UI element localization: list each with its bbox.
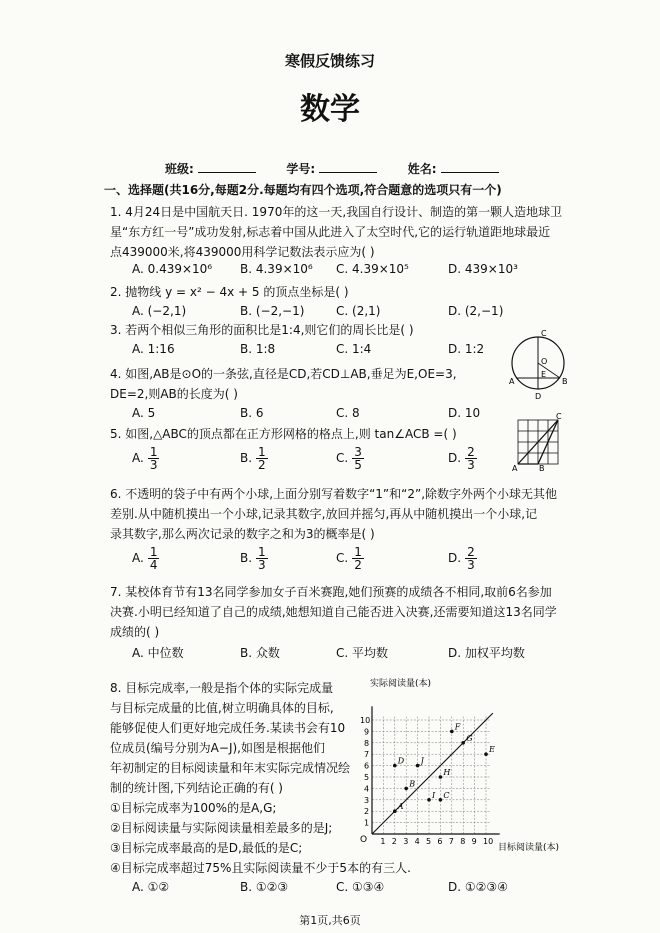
q4-option-d[interactable]: D. 10 [448,406,481,420]
point-f [450,730,454,734]
point-label-b: B [409,779,416,789]
q1-option-a[interactable]: A. 0.439×10⁶ [132,262,213,276]
x-tick-label: 9 [471,837,477,846]
point-label-a: A [397,802,404,812]
q1-line-3: 点439000米,将439000用科学记数法表示应为( ) [110,245,375,259]
q5-option-a[interactable]: A. $\frac{1}{3}$ [132,445,158,472]
q1-line-2: 星“东方红一号”成功发射,标志着中国从此进入了太空时代,它的运行轨道距地球最近 [110,225,551,239]
x-tick-label: 10 [483,837,494,846]
q8-option-c[interactable]: C. ①③④ [336,880,385,894]
chart-origin-label: O [360,835,368,845]
q3-stem: 3. 若两个相似三角形的面积比是1:4,则它们的周长比是( ) [110,323,414,337]
name-label: 姓名: [407,162,437,176]
q2-option-a[interactable]: A. (−2,1) [132,304,187,318]
x-tick-label: 8 [460,837,466,846]
q5-option-d[interactable]: D. $\frac{2}{3}$ [448,445,475,472]
page-title: 数学 [300,92,360,127]
q8-line-6: 制的统计图,下列结论正确的有( ) [110,781,283,795]
q5-option-b[interactable]: B. $\frac{1}{2}$ [240,445,266,472]
point-label-f: F [454,722,461,732]
point-b [404,787,408,791]
q4-line-2: DE=2,则AB的长度为( ) [110,387,238,401]
y-tick-label: 3 [364,795,370,805]
q8-statement-3: ③目标完成率最高的是D,最低的是C; [110,841,303,855]
q4-option-c[interactable]: C. 8 [336,406,360,420]
y-tick-label: 10 [360,716,371,725]
q4-option-b[interactable]: B. 6 [240,406,264,420]
section-heading: 一、选择题(共16分,每题2分.每题均有四个选项,符合题意的选项只有一个) [104,183,502,197]
q8-line-4: 位成员(编号分别为A−J),如图是根据他们 [110,741,325,755]
q7-line-3: 成绩的( ) [110,625,160,639]
q3-option-d[interactable]: D. 1:2 [448,342,485,356]
q1-option-d[interactable]: D. 439×10³ [448,262,518,276]
q4-label-a: A [509,377,515,386]
point-d [393,764,397,768]
q4-label-c: C [541,329,547,338]
q2-option-d[interactable]: D. (2,−1) [448,304,504,318]
point-label-j: J [420,756,424,766]
q8-option-a[interactable]: A. ①② [132,880,170,894]
name-field[interactable] [441,162,499,173]
q5-option-c[interactable]: C. $\frac{3}{5}$ [336,445,362,472]
student-id-label: 学号: [286,162,316,176]
q6-option-b[interactable]: B. $\frac{1}{3}$ [240,545,266,572]
q6-line-1: 6. 不透明的袋子中有两个小球,上面分别写着数字“1”和“2”,除数字外两个小球无其他 [110,487,558,501]
y-tick-label: 2 [364,807,370,817]
point-c [439,798,443,802]
q6-line-3: 录其数字,那么两次记录的数字之和为3的概率是( ) [110,527,375,541]
q8-reading-chart [350,674,580,856]
q4-circle-figure [508,328,572,404]
y-tick-label: 4 [364,784,370,794]
point-a [393,809,397,813]
q8-option-b[interactable]: B. ①②③ [240,880,289,894]
q7-option-d[interactable]: D. 加权平均数 [448,646,525,660]
point-label-e: E [489,745,495,755]
x-tick-label: 1 [380,837,386,846]
q8-option-d[interactable]: D. ①②③④ [448,880,508,894]
q4-label-o: O [541,357,548,366]
q5-label-a: A [512,464,518,472]
q8-line-1: 8. 目标完成率,一般是指个体的实际完成量 [110,681,334,695]
q7-line-1: 7. 某校体育节有13名同学参加女子百米赛跑,她们预赛的成绩各不相同,取前6名参加 [110,585,552,599]
student-id-field[interactable] [319,162,377,173]
q1-line-1: 1. 4月24日是中国航天日. 1970年的这一天,我国自行设计、制造的第一颗人造地球卫 [110,205,563,219]
q6-option-a[interactable]: A. $\frac{1}{4}$ [132,545,158,572]
point-label-g: G [466,733,473,743]
point-e [484,752,488,756]
q8-line-3: 能够促使人们更好地完成任务.某读书会有10 [110,721,346,735]
chart-points [393,722,495,813]
y-tick-label: 6 [364,761,370,771]
chart-x-axis-label: 目标阅读量(本) [498,843,560,853]
q1-option-b[interactable]: B. 4.39×10⁶ [240,262,313,276]
y-tick-label: 9 [364,727,370,737]
q8-statement-1: ①目标完成率为100%的是A,G; [110,801,277,815]
q6-option-c[interactable]: C. $\frac{1}{2}$ [336,545,362,572]
q8-line-5: 年初制定的目标阅读量和年末实际完成情况绘 [110,761,351,775]
x-tick-label: 3 [403,837,409,846]
point-j [416,764,420,768]
x-tick-label: 2 [391,837,397,846]
q2-option-c[interactable]: C. (2,1) [336,304,381,318]
point-label-i: I [432,790,436,800]
q8-statement-4: ④目标完成率超过75%且实际阅读量不少于5本的有三人. [110,861,411,875]
q4-line-1: 4. 如图,AB是⊙O的一条弦,直径是CD,若CD⊥AB,垂足为E,OE=3, [110,367,457,381]
q8-statement-2: ②目标阅读量与实际阅读量相差最多的是J; [110,821,333,835]
q3-option-b[interactable]: B. 1:8 [240,342,276,356]
x-tick-label: 5 [426,837,432,846]
x-tick-label: 4 [414,837,420,846]
q7-option-a[interactable]: A. 中位数 [132,646,184,660]
y-tick-label: 1 [364,818,370,828]
q8-line-2: 与目标完成量的比值,树立明确具体的目标, [110,701,334,715]
q4-label-b: B [562,377,568,386]
q7-line-2: 决赛.小明已经知道了自己的成绩,她想知道自己能否进入决赛,还需要知道这13名同学 [110,605,557,619]
q7-option-b[interactable]: B. 众数 [240,646,280,660]
q1-option-c[interactable]: C. 4.39×10⁵ [336,262,409,276]
q4-label-d: D [535,392,542,401]
q7-option-c[interactable]: C. 平均数 [336,646,389,660]
q6-option-d[interactable]: D. $\frac{2}{3}$ [448,545,475,572]
chart-axes [372,706,500,834]
q6-line-2: 差别.从中随机摸出一个小球,记录其数字,放回并摇匀,再从中随机摸出一个小球,记 [110,507,538,521]
q5-label-b: B [539,464,545,472]
point-label-d: D [397,756,405,766]
class-label: 班级: [165,162,194,176]
q3-option-c[interactable]: C. 1:4 [336,342,372,356]
q4-option-a[interactable]: A. 5 [132,406,156,420]
q3-option-a[interactable]: A. 1:16 [132,342,175,356]
point-label-h: H [443,768,451,777]
class-field[interactable] [198,162,256,173]
point-h [439,775,443,779]
chart-y-axis-label: 实际阅读量(本) [370,679,432,689]
point-label-c: C [443,790,450,800]
page-number: 第1页,共6页 [299,914,361,927]
y-tick-label: 7 [364,750,370,760]
point-i [427,798,431,802]
q4-label-e: E [541,370,547,379]
point-g [461,741,465,745]
y-tick-label: 5 [364,773,370,782]
q2-option-b[interactable]: B. (−2,−1) [240,304,305,318]
exam-subtitle: 寒假反馈练习 [284,52,375,70]
q5-stem: 5. 如图,△ABC的顶点都在正方形网格的格点上,则 tan∠ACB =( ) [110,427,457,441]
x-tick-label: 7 [448,837,454,846]
q2-stem: 2. 抛物线 y = x² − 4x + 5 的顶点坐标是( ) [110,285,349,299]
y-tick-label: 8 [364,738,370,748]
q5-label-c: C [556,412,562,421]
x-tick-label: 6 [437,837,443,846]
info-row [165,160,499,177]
